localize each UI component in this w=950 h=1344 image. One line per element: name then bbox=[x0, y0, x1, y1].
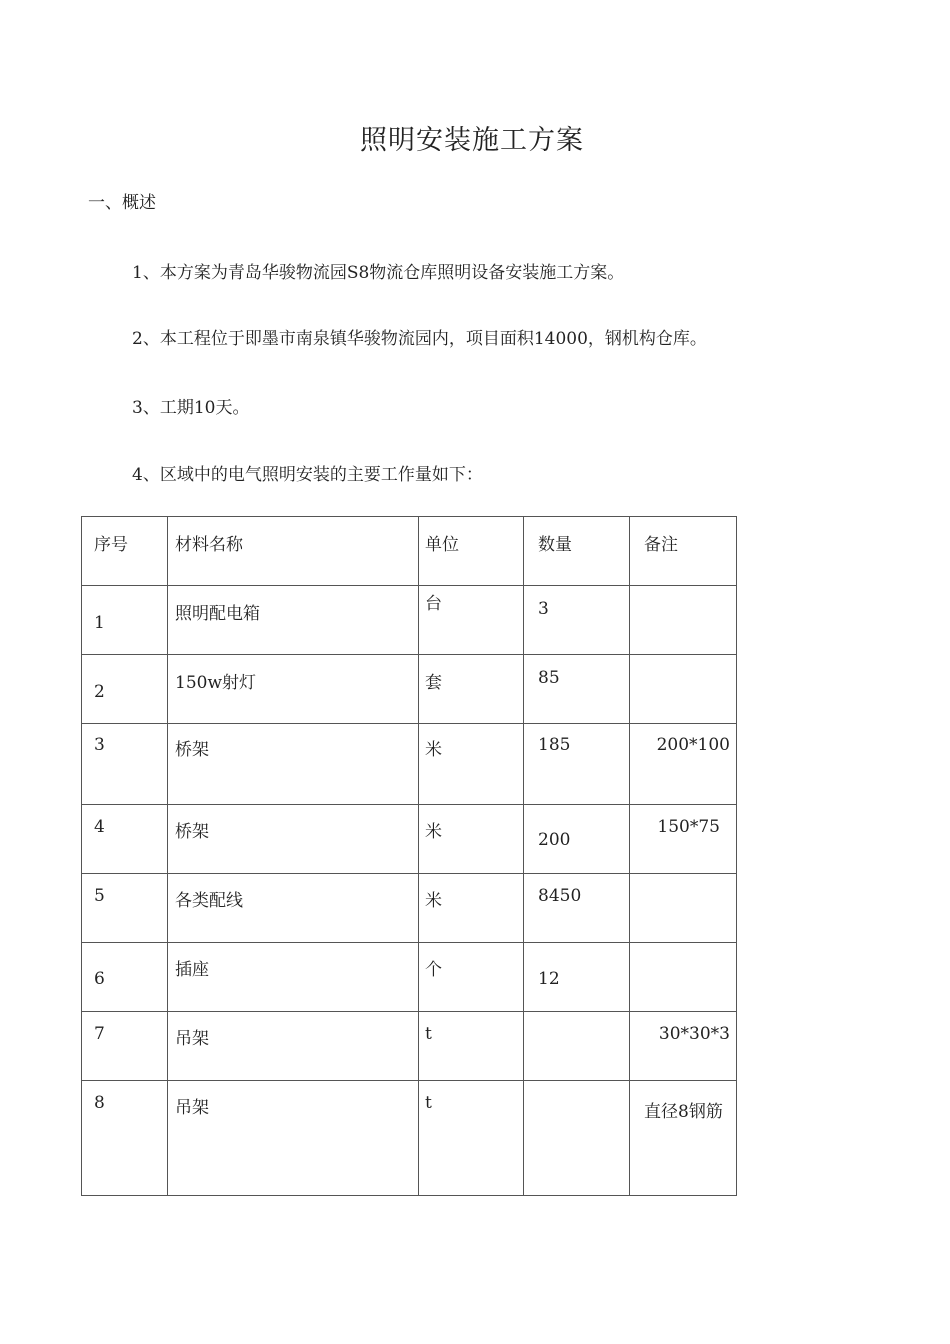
paragraph-1: 1、本方案为青岛华骏物流园S8物流仓库照明设备安装施工方案。 bbox=[132, 263, 625, 283]
row-remarks: 200*100 bbox=[656, 735, 730, 755]
paragraph-4: 4、区域中的电气照明安装的主要工作量如下： bbox=[132, 465, 483, 485]
row-remarks: 30*30*3 bbox=[658, 1024, 730, 1044]
row-seq: 5 bbox=[94, 886, 105, 906]
row-material-name: 150w射灯 bbox=[175, 673, 256, 693]
table-row bbox=[82, 1012, 737, 1081]
row-material-name: 吊架 bbox=[175, 1098, 209, 1118]
materials-table bbox=[81, 516, 737, 1196]
row-unit: t bbox=[425, 1093, 432, 1113]
row-quantity: 3 bbox=[538, 599, 549, 619]
row-material-name: 桥架 bbox=[175, 822, 209, 842]
row-unit: 米 bbox=[425, 891, 442, 911]
row-material-name: 吊架 bbox=[175, 1029, 209, 1049]
row-unit: 台 bbox=[425, 594, 442, 614]
row-seq: 6 bbox=[94, 969, 105, 989]
row-unit: t bbox=[425, 1024, 432, 1044]
row-unit: 米 bbox=[425, 822, 442, 842]
header-quantity: 数量 bbox=[538, 535, 572, 555]
header-material-name: 材料名称 bbox=[175, 535, 243, 555]
table-row bbox=[82, 943, 737, 1012]
table-row bbox=[82, 805, 737, 874]
row-seq: 7 bbox=[94, 1024, 105, 1044]
table-row bbox=[82, 1081, 737, 1196]
row-quantity: 185 bbox=[538, 735, 571, 755]
header-unit: 单位 bbox=[425, 535, 459, 555]
row-seq: 1 bbox=[94, 613, 105, 633]
row-remarks: 150*75 bbox=[657, 817, 720, 837]
row-material-name: 照明配电箱 bbox=[175, 604, 260, 624]
table-row bbox=[82, 586, 737, 655]
row-material-name: 桥架 bbox=[175, 740, 209, 760]
row-unit: 套 bbox=[425, 673, 442, 693]
row-seq: 2 bbox=[94, 682, 105, 702]
row-seq: 8 bbox=[94, 1093, 105, 1113]
table-row bbox=[82, 724, 737, 805]
row-unit: 个 bbox=[425, 960, 442, 980]
section-heading-overview: 一、概述 bbox=[88, 193, 156, 213]
table-header-row bbox=[82, 517, 737, 586]
header-seq: 序号 bbox=[94, 535, 128, 555]
row-material-name: 各类配线 bbox=[175, 891, 243, 911]
row-quantity: 8450 bbox=[538, 886, 582, 906]
document-title: 照明安装施工方案 bbox=[360, 125, 584, 156]
row-quantity: 85 bbox=[538, 668, 560, 688]
row-material-name: 插座 bbox=[175, 960, 209, 980]
row-quantity: 200 bbox=[538, 830, 571, 850]
paragraph-2: 2、本工程位于即墨市南泉镇华骏物流园内，项目面积14000，钢机构仓库。 bbox=[132, 329, 707, 349]
row-seq: 4 bbox=[94, 817, 105, 837]
row-seq: 3 bbox=[94, 735, 105, 755]
table-row bbox=[82, 655, 737, 724]
table-row bbox=[82, 874, 737, 943]
row-unit: 米 bbox=[425, 740, 442, 760]
row-quantity: 12 bbox=[538, 969, 560, 989]
row-remarks: 直径8钢筋 bbox=[644, 1102, 723, 1122]
header-remarks: 备注 bbox=[644, 535, 678, 555]
paragraph-3: 3、工期10天。 bbox=[132, 398, 250, 418]
